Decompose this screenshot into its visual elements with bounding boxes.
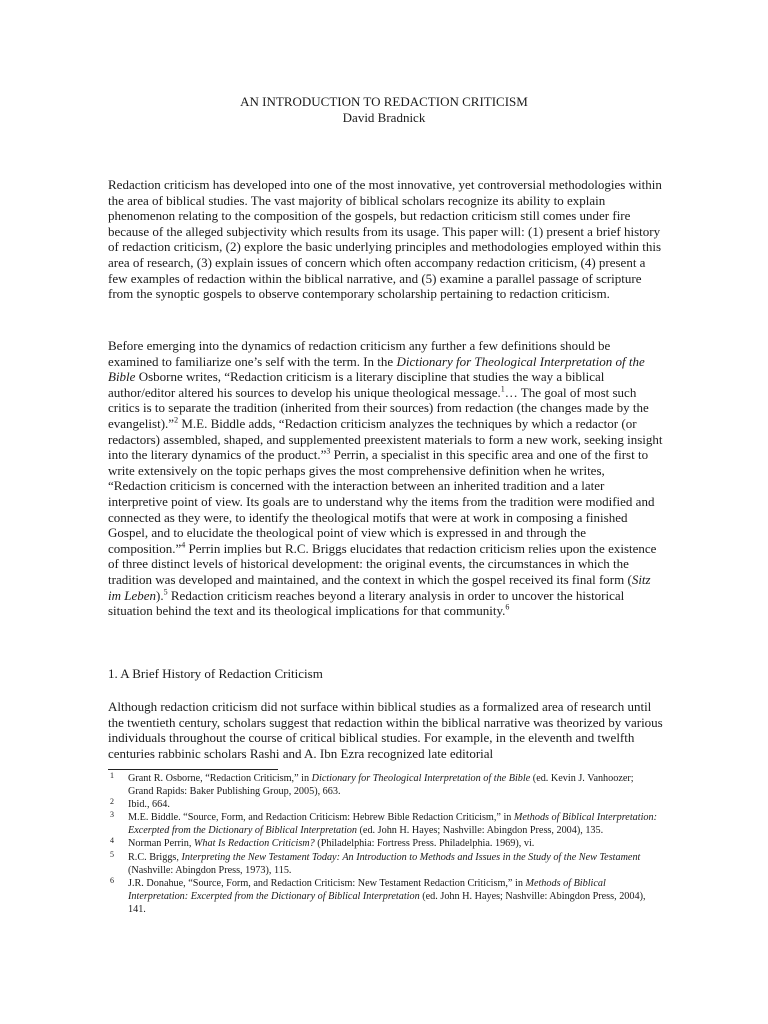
footnote: [108, 772, 660, 798]
section-heading: 1. A Brief History of Redaction Criticism: [108, 666, 323, 681]
text-run: ).: [156, 587, 164, 603]
text-run: M.E. Biddle. “Source, Form, and Redaction Criticism: Hebrew Bible Redaction Criticism,” in: [128, 812, 514, 824]
text-run: (Philadelphia: Fortress Press. Philadelphia. 1969), vi.: [314, 838, 535, 850]
text-run: Before emerging into the dynamics of redaction criticism any further a few definitions should be examined to familiarize one’s self with the term. In the: [108, 338, 611, 369]
text-run: R.C. Briggs,: [128, 851, 182, 863]
text-run: Redaction criticism reaches beyond a literary analysis in order to uncover the historical situation behind the text and its theological implications for that community.: [108, 587, 625, 619]
paragraph-definitions: [108, 338, 664, 619]
paragraph-intro: Redaction criticism has developed into one of the most innovative, yet controversial methodologies within the area of biblical studies. The vast majority of biblical scholars recognize its ability to explain phenomenon relating to the composition of the gospels, but redaction criticism still comes under fire because of the alleged subjectivity which results from its usage. This paper will: (1) present a brief history of redaction criticism, (2) explore the basic underlying principles and methodologies employed within this area of research, (3) explain issues of concern which often accompany redaction criticism, (4) present a few examples of redaction within the biblical narrative, and (5) examine a parallel passage of scripture from the synoptic gospels to observe contemporary scholarship pertaining to redaction criticism.: [108, 177, 662, 302]
text-run: Norman Perrin,: [128, 838, 194, 850]
text-run: Osborne writes, “Redaction criticism is a literary discipline that studies the way a biblical author/editor altered his sources to develop his unique theological message.: [108, 369, 605, 400]
italic-title: Methods of Biblical Interpretation: Excerpted from the Dictionary of Biblical Interpretation: [128, 812, 657, 837]
footnote: [108, 837, 660, 850]
footnote: [108, 811, 660, 837]
footnote-ref[interactable]: 5: [163, 587, 168, 597]
text-run: Perrin, a specialist in this specific area and one of the first to write extensively on the topic perhaps gives the most comprehensive definition when he writes, “Redaction criticism is concerned with the interaction between an inherited tradition and a later interpretive point of view. Its goals are to understand why the items from the tradition were modified and connected as they were, to identify the theological motifs that were at work in composing a finished Gospel, and to elucidate the theological point of view which is expressed in and through the composition.”: [108, 447, 655, 556]
paragraph-history: Although redaction criticism did not surface within biblical studies as a formalized area of research until the twentieth century, scholars suggest that redaction within the biblical narrative was theorized by various individuals throughout the course of critical biblical studies. For example, in the eleventh and twelfth centuries rabbinic scholars Rashi and A. Ibn Ezra recognized late editorial: [108, 699, 663, 761]
italic-title: Dictionary for Theological Interpretation of the Bible: [311, 773, 531, 784]
doc-title: AN INTRODUCTION TO REDACTION CRITICISM: [240, 94, 528, 109]
italic-title: Dictionary for Theological Interpretation of the Bible: [108, 353, 645, 385]
text-run: … The goal of most such critics is to separate the tradition (inherited from their sources) from redaction (the changes made by the evangelist).”: [108, 384, 649, 431]
footnote-ref[interactable]: 4: [181, 540, 186, 550]
footnote-number: 4: [110, 836, 114, 846]
doc-author: David Bradnick: [342, 110, 426, 125]
footnote-ref[interactable]: 2: [174, 415, 179, 425]
text-run: J.R. Donahue, “Source, Form, and Redaction Criticism: New Testament Redaction Criticism,” in: [128, 877, 526, 889]
footnote-ref[interactable]: 1: [500, 384, 505, 394]
text-run: (ed. Kevin J. Vanhoozer; Grand Rapids: Baker Publishing Group, 2005), 663.: [128, 773, 634, 798]
footnote-divider: [108, 769, 278, 770]
footnote-number: 2: [110, 797, 114, 807]
text-run: M.E. Biddle adds, “Redaction criticism analyzes the techniques by which a redactor (or redactors) assembled, shaped, and supplemented preexistent materials to form a new work, seeking insight into the literary dynamics of the product.”: [108, 415, 663, 463]
footnote: [108, 798, 660, 811]
footnote-ref[interactable]: 6: [505, 602, 510, 612]
italic-title: Interpreting the New Testament Today: An Introduction to Methods and Issues in the Study of the New Testament: [181, 851, 641, 863]
footnote-number: 5: [110, 849, 114, 859]
text-run: (ed. John H. Hayes; Nashville: Abingdon Press, 2004), 141.: [128, 890, 646, 915]
footnote: [108, 851, 660, 877]
text-run: (Nashville: Abingdon Press, 1973), 115.: [128, 864, 292, 876]
footnote-number: 3: [110, 810, 114, 820]
footnotes: [108, 772, 660, 916]
text-run: (ed. John H. Hayes; Nashville: Abingdon Press, 2004), 135.: [356, 825, 604, 837]
italic-term: Sitz im Leben: [108, 571, 651, 603]
text-run: Ibid., 664.: [128, 799, 170, 811]
text-run: Grant R. Osborne, “Redaction Criticism,” in: [128, 773, 312, 784]
footnote-number: 6: [110, 875, 114, 885]
italic-title: Methods of Biblical Interpretation: Excerpted from the Dictionary of Biblical Interpretation: [128, 877, 606, 902]
text-run: Perrin implies but R.C. Briggs elucidates that redaction criticism relies upon the existence of three distinct levels of historical development: the original events, the circumstances in which the tradition was developed and maintained, and the context in which the gospel received its final form (: [108, 540, 657, 587]
footnote-ref[interactable]: 3: [326, 446, 331, 456]
footnote-number: 1: [110, 771, 114, 780]
italic-title: What Is Redaction Criticism?: [193, 838, 315, 850]
footnote: [108, 877, 660, 916]
